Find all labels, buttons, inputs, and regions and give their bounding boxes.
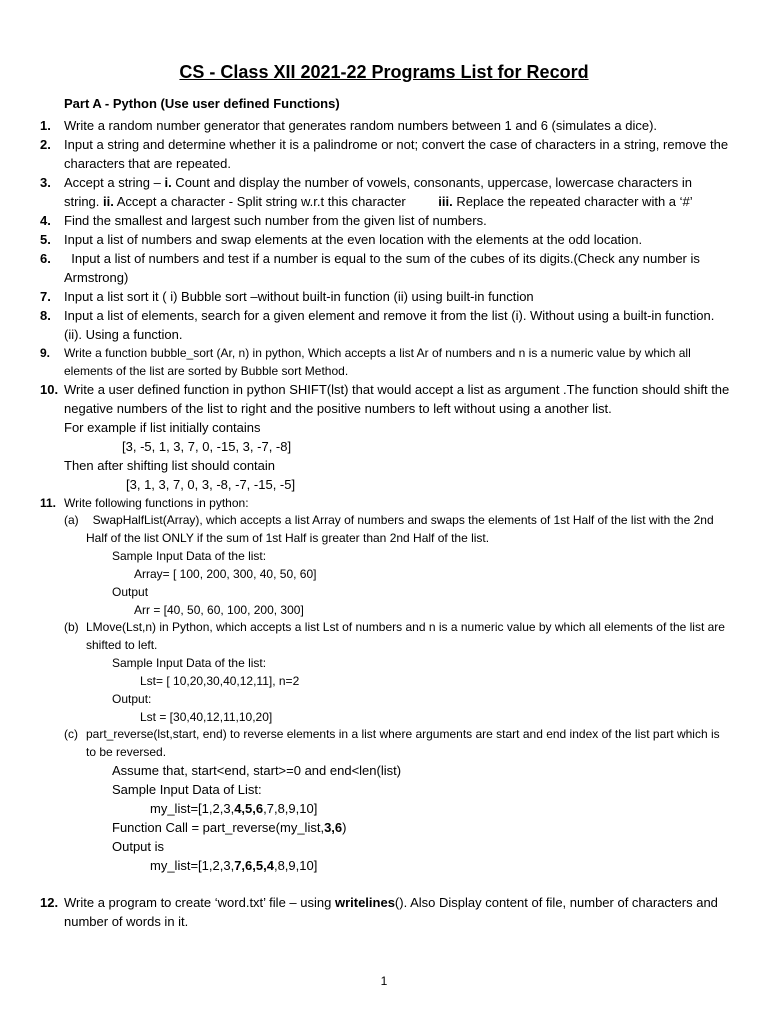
section-heading: Part A - Python (Use user defined Functions) xyxy=(64,96,340,111)
list-item xyxy=(40,211,730,230)
list-item xyxy=(40,249,730,287)
item-number: 10. xyxy=(40,382,59,397)
list-item xyxy=(40,344,730,380)
list-item xyxy=(40,380,730,418)
item-number: 3. xyxy=(40,175,51,190)
item-text: Input a list of numbers and swap elements at the even location with the elements at the odd location. xyxy=(64,232,643,247)
sub-item-label: (b) xyxy=(64,620,79,634)
sub-item-text: SwapHalfList(Array), which accepts a list Array of numbers and swaps the elements of 1st Half of the list with the 2nd Half of the list ONLY if the sum of 1st Half is greater than 2nd Half of the list. xyxy=(86,513,717,545)
item-text: Find the smallest and largest such number from the given list of numbers. xyxy=(64,213,487,228)
sub-item-text: part_reverse(lst,start, end) to reverse elements in a list where arguments are start and end index of the list part which is to be reversed. xyxy=(86,727,720,759)
function-call: Function Call = part_reverse(my_list,3,6) xyxy=(112,820,347,835)
sample-input: Array= [ 100, 200, 300, 40, 50, 60] xyxy=(134,567,317,581)
sample-label: Sample Input Data of the list: xyxy=(112,549,267,563)
list-item xyxy=(40,135,730,173)
output-label: Output xyxy=(112,585,149,599)
list-item xyxy=(40,287,730,306)
item-text: Write following functions in python: xyxy=(64,496,249,510)
item-text: Write a user defined function in python SHIFT(lst) that would accept a list as argument .The function should shift the negative numbers of the list to right and the positive numbers to left without using a another list. xyxy=(64,382,730,416)
list-item xyxy=(40,230,730,249)
output-label: Output: xyxy=(112,692,152,706)
example-text: Then after shifting list should contain xyxy=(64,458,276,473)
item-text: Input a list sort it ( i) Bubble sort –without built-in function (ii) using built-in function xyxy=(64,289,534,304)
sub-item-label: (c) xyxy=(64,727,78,741)
example-list: [3, 1, 3, 7, 0, 3, -8, -7, -15, -5] xyxy=(126,477,296,492)
sample-output: Lst = [30,40,12,11,10,20] xyxy=(140,710,273,724)
item-number: 11. xyxy=(40,496,57,510)
sample-output: my_list=[1,2,3,7,6,5,4,8,9,10] xyxy=(150,858,318,873)
output-label: Output is xyxy=(112,839,165,854)
sample-label: Sample Input Data of List: xyxy=(112,782,262,797)
sub-item-c xyxy=(40,726,730,761)
sample-input: my_list=[1,2,3,4,5,6,7,8,9,10] xyxy=(150,801,318,816)
item-number: 8. xyxy=(40,308,51,323)
example-text: For example if list initially contains xyxy=(64,420,261,435)
item-number: 5. xyxy=(40,232,51,247)
item-number: 9. xyxy=(40,346,51,360)
item-number: 1. xyxy=(40,118,51,133)
item-text: Accept a string – i. Count and display the number of vowels, consonants, uppercase, lowercase characters in string. ii. Accept a character - Split string w.r.t this character iii. Replace the repeated character with a ‘#’ xyxy=(64,175,693,209)
list-item xyxy=(40,306,730,344)
sub-item-label: (a) xyxy=(64,513,79,527)
list-item xyxy=(40,494,730,512)
item-number: 7. xyxy=(40,289,51,304)
item-text: Input a string and determine whether it is a palindrome or not; convert the case of characters in a string, remove the characters that are repeated. xyxy=(64,137,729,171)
item-text: Input a list of elements, search for a given element and remove it from the list (i). Without using a built-in function. (ii). Using a function. xyxy=(64,308,715,342)
item-number: 4. xyxy=(40,213,51,228)
item-text: Write a program to create ‘word.txt’ file – using writelines(). Also Display content of file, number of characters and number of words in it. xyxy=(64,895,718,929)
sub-item-b xyxy=(40,619,730,654)
list-item xyxy=(40,116,730,135)
item-number: 12. xyxy=(40,895,59,910)
example-list: [3, -5, 1, 3, 7, 0, -15, 3, -7, -8] xyxy=(122,439,292,454)
page-number: 1 xyxy=(380,974,388,988)
sample-label: Sample Input Data of the list: xyxy=(112,656,267,670)
assumption-text: Assume that, start<end, start>=0 and end<len(list) xyxy=(112,763,402,778)
sub-item-a xyxy=(40,512,730,547)
item-number: 2. xyxy=(40,137,51,152)
sample-output: Arr = [40, 50, 60, 100, 200, 300] xyxy=(134,603,304,617)
item-text: Input a list of numbers and test if a number is equal to the sum of the cubes of its digits.(Check any number is Armstrong) xyxy=(64,251,703,285)
document-title: CS - Class XII 2021-22 Programs List for Record xyxy=(179,62,589,82)
list-item xyxy=(40,893,730,931)
program-list xyxy=(40,116,730,931)
sample-input: Lst= [ 10,20,30,40,12,11], n=2 xyxy=(140,674,300,688)
item-number: 6. xyxy=(40,251,51,266)
item-text: Write a function bubble_sort (Ar, n) in python, Which accepts a list Ar of numbers and n is a numeric value by which all elements of the list are sorted by Bubble sort Method. xyxy=(64,346,691,378)
sub-item-text: LMove(Lst,n) in Python, which accepts a list Lst of numbers and n is a numeric value by which all elements of the list are shifted to left. xyxy=(86,620,725,652)
item-text: Write a random number generator that generates random numbers between 1 and 6 (simulates a dice). xyxy=(64,118,658,133)
list-item xyxy=(40,173,730,211)
